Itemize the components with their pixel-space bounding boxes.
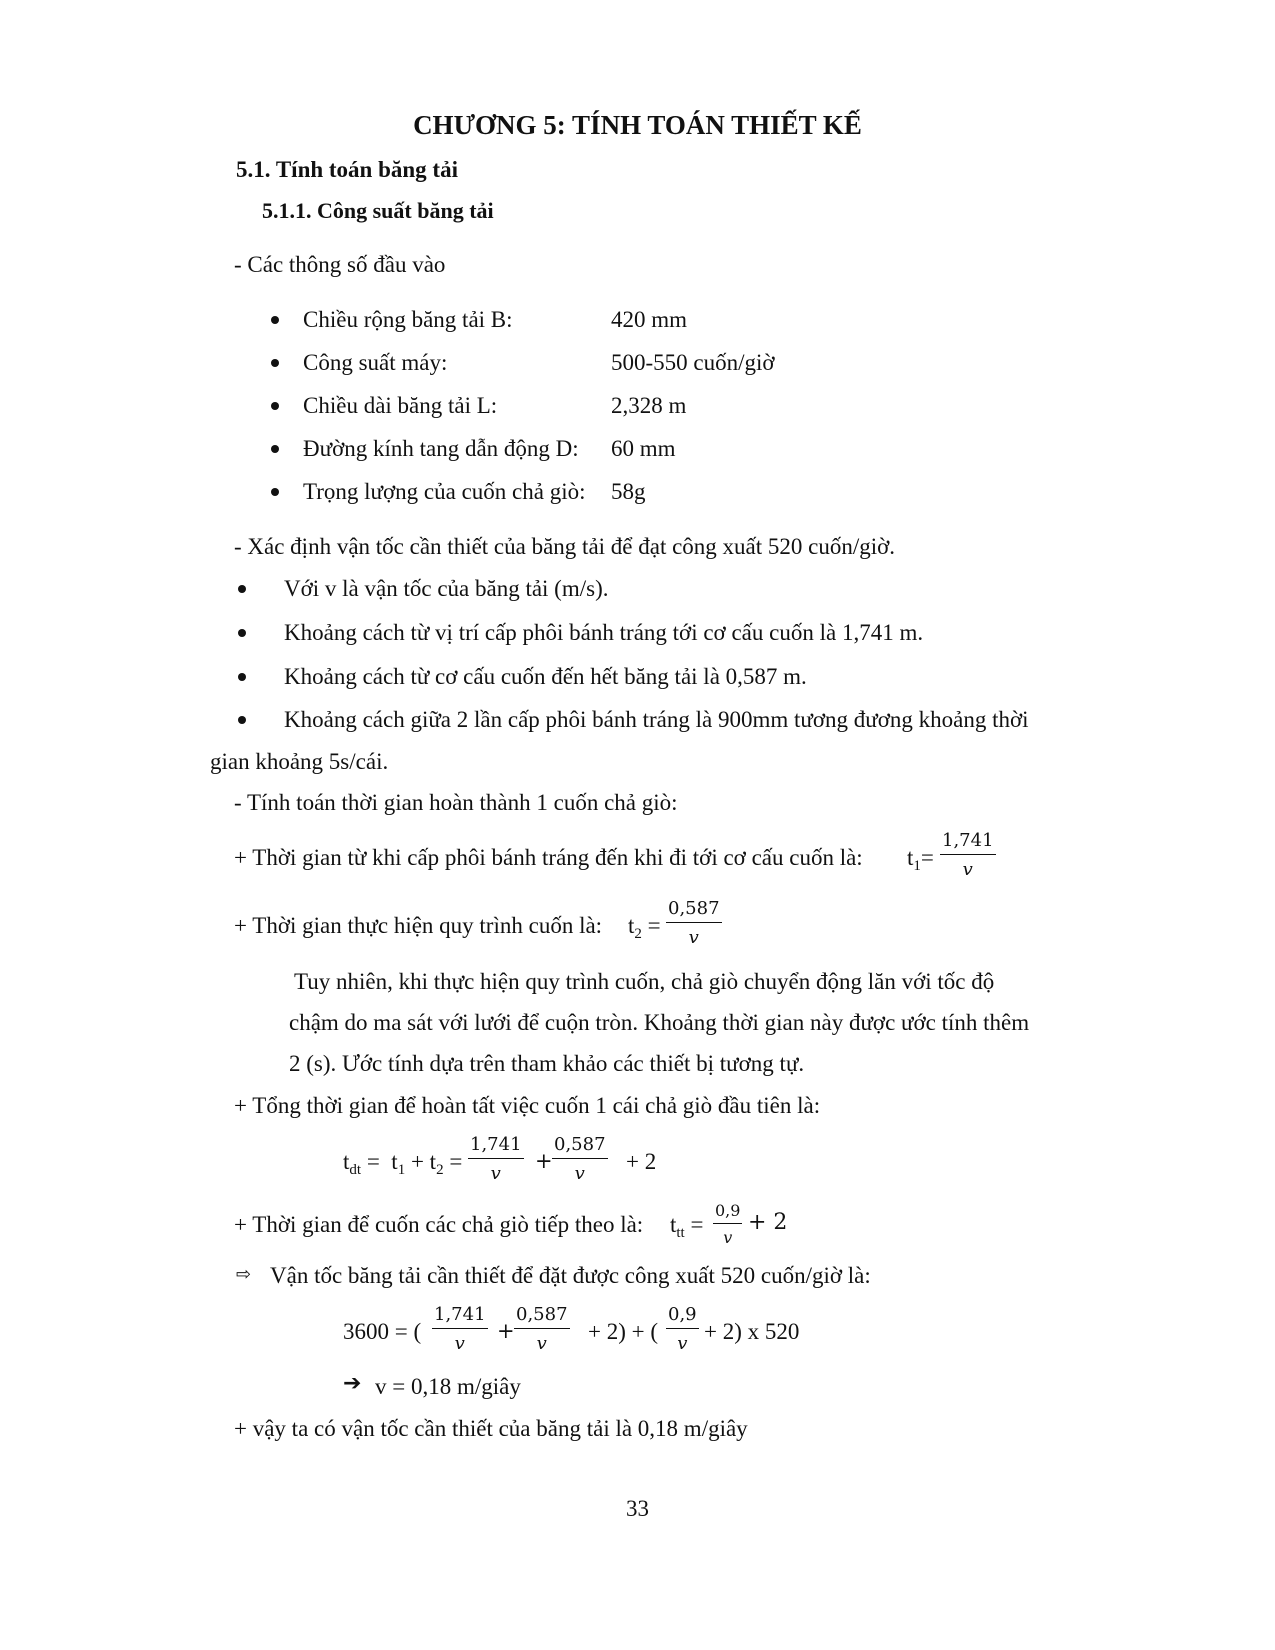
- plus-sign: +: [497, 1319, 515, 1343]
- remark-line: Tuy nhiên, khi thực hiện quy trình cuốn, chả giò chuyển động lăn với tốc độ: [294, 969, 995, 994]
- bullet-icon: [238, 629, 246, 637]
- remark-line: chậm do ma sát với lưới để cuộn tròn. Khoảng thời gian này được ước tính thêm: [289, 1010, 1030, 1035]
- subsection-heading: 5.1.1. Công suất băng tải: [262, 198, 494, 223]
- fraction-0587: [514, 1306, 570, 1353]
- final-text: + vậy ta có vận tốc cần thiết của băng tải là 0,18 m/giây: [234, 1416, 748, 1441]
- bullet-icon: [271, 445, 279, 453]
- eq-middle: + 2) + (: [588, 1319, 659, 1344]
- tt-plus-two: + 2: [748, 1210, 788, 1235]
- bullet-icon: [238, 716, 246, 724]
- note-item: Với v là vận tốc của băng tải (m/s).: [284, 576, 609, 601]
- input-parameters-heading: - Các thông số đầu vào: [234, 252, 446, 277]
- time-heading: - Tính toán thời gian hoàn thành 1 cuốn chả giò:: [234, 790, 678, 815]
- tt-symbol: $t_{tt}$ =: [670, 1212, 704, 1241]
- param-value: 2,328 m: [611, 393, 687, 418]
- note-item: Khoảng cách từ cơ cấu cuốn đến hết băng tải là 0,587 m.: [284, 664, 807, 689]
- t2-symbol: $t_2$ =: [628, 913, 661, 942]
- param-label: Chiều dài băng tải L:: [303, 393, 498, 418]
- section-heading: 5.1. Tính toán băng tải: [236, 157, 458, 182]
- numerator: 1,741: [468, 1136, 524, 1159]
- plus-sign: +: [535, 1149, 553, 1173]
- bullet-icon: [271, 359, 279, 367]
- param-label: Đường kính tang dẫn động D:: [303, 436, 579, 461]
- eq-tail: + 2) x 520: [704, 1319, 800, 1344]
- numerator: 0,9: [666, 1306, 699, 1329]
- numerator: 1,741: [940, 832, 996, 855]
- numerator: 0,587: [552, 1136, 608, 1159]
- param-value: 58g: [611, 479, 646, 504]
- param-value: 420 mm: [611, 307, 688, 332]
- note-item: Khoảng cách từ vị trí cấp phôi bánh tráng tới cơ cấu cuốn là 1,741 m.: [284, 620, 924, 645]
- conclusion-text: Vận tốc băng tải cần thiết để đặt được công xuất 520 cuốn/giờ là:: [270, 1263, 871, 1288]
- fraction-0587: [552, 1136, 608, 1183]
- t2-fraction: [666, 900, 722, 947]
- eq-lhs: 3600 = (: [343, 1319, 422, 1344]
- param-label: Trọng lượng của cuốn chả giò:: [303, 479, 586, 504]
- param-label: Chiều rộng băng tải B:: [303, 307, 513, 332]
- denominator: v: [536, 1333, 547, 1354]
- note-item: Khoảng cách giữa 2 lần cấp phôi bánh tráng là 900mm tương đương khoảng thời: [284, 707, 1029, 732]
- bullet-icon: [238, 585, 246, 593]
- implies-arrow-icon: ⇨: [236, 1264, 252, 1285]
- numerator: 0,9: [713, 1203, 742, 1224]
- velocity-intro: - Xác định vận tốc cần thiết của băng tải để đạt công xuất 520 cuốn/giờ.: [234, 534, 896, 559]
- total-time-text: + Tổng thời gian để hoàn tất việc cuốn 1 cái chả giò đầu tiên là:: [234, 1093, 821, 1118]
- page-number: 33: [626, 1496, 649, 1521]
- denominator: v: [454, 1333, 465, 1354]
- denominator: v: [574, 1163, 585, 1184]
- next-time-text: + Thời gian để cuốn các chả giò tiếp theo là:: [234, 1212, 644, 1237]
- param-value: 500-550 cuốn/giờ: [611, 350, 775, 375]
- numerator: 0,587: [666, 900, 722, 923]
- denominator: v: [490, 1163, 501, 1184]
- numerator: 1,741: [432, 1306, 488, 1329]
- denominator: v: [723, 1228, 733, 1247]
- t1-fraction: [940, 832, 996, 879]
- note-continuation: gian khoảng 5s/cái.: [210, 749, 389, 774]
- t1-text: + Thời gian từ khi cấp phôi bánh tráng đến khi đi tới cơ cấu cuốn là:: [234, 845, 863, 870]
- t1-symbol: $t_1=$: [907, 845, 934, 874]
- bullet-icon: [271, 316, 279, 324]
- tt-fraction: [713, 1203, 742, 1246]
- page-title: CHƯƠNG 5: TÍNH TOÁN THIẾT KẾ: [413, 110, 862, 140]
- numerator: 0,587: [514, 1306, 570, 1329]
- result-text: v = 0,18 m/giây: [375, 1374, 521, 1399]
- denominator: v: [688, 927, 699, 948]
- plus-two: + 2: [626, 1149, 657, 1174]
- denominator: v: [962, 859, 973, 880]
- param-label: Công suất máy:: [303, 350, 448, 375]
- param-value: 60 mm: [611, 436, 676, 461]
- bullet-icon: [271, 488, 279, 496]
- denominator: v: [677, 1333, 688, 1354]
- right-arrow-icon: ➔: [343, 1371, 362, 1396]
- bullet-icon: [271, 402, 279, 410]
- fraction-1741: [432, 1306, 488, 1353]
- t2-text: + Thời gian thực hiện quy trình cuốn là:: [234, 913, 603, 938]
- fraction-09: [666, 1306, 699, 1353]
- bullet-icon: [238, 673, 246, 681]
- remark-line: 2 (s). Ước tính dựa trên tham khảo các thiết bị tương tự.: [289, 1051, 805, 1076]
- tdt-lhs: $t_{dt} = t_1 + t_2$ =: [343, 1149, 463, 1178]
- fraction-1741: [468, 1136, 524, 1183]
